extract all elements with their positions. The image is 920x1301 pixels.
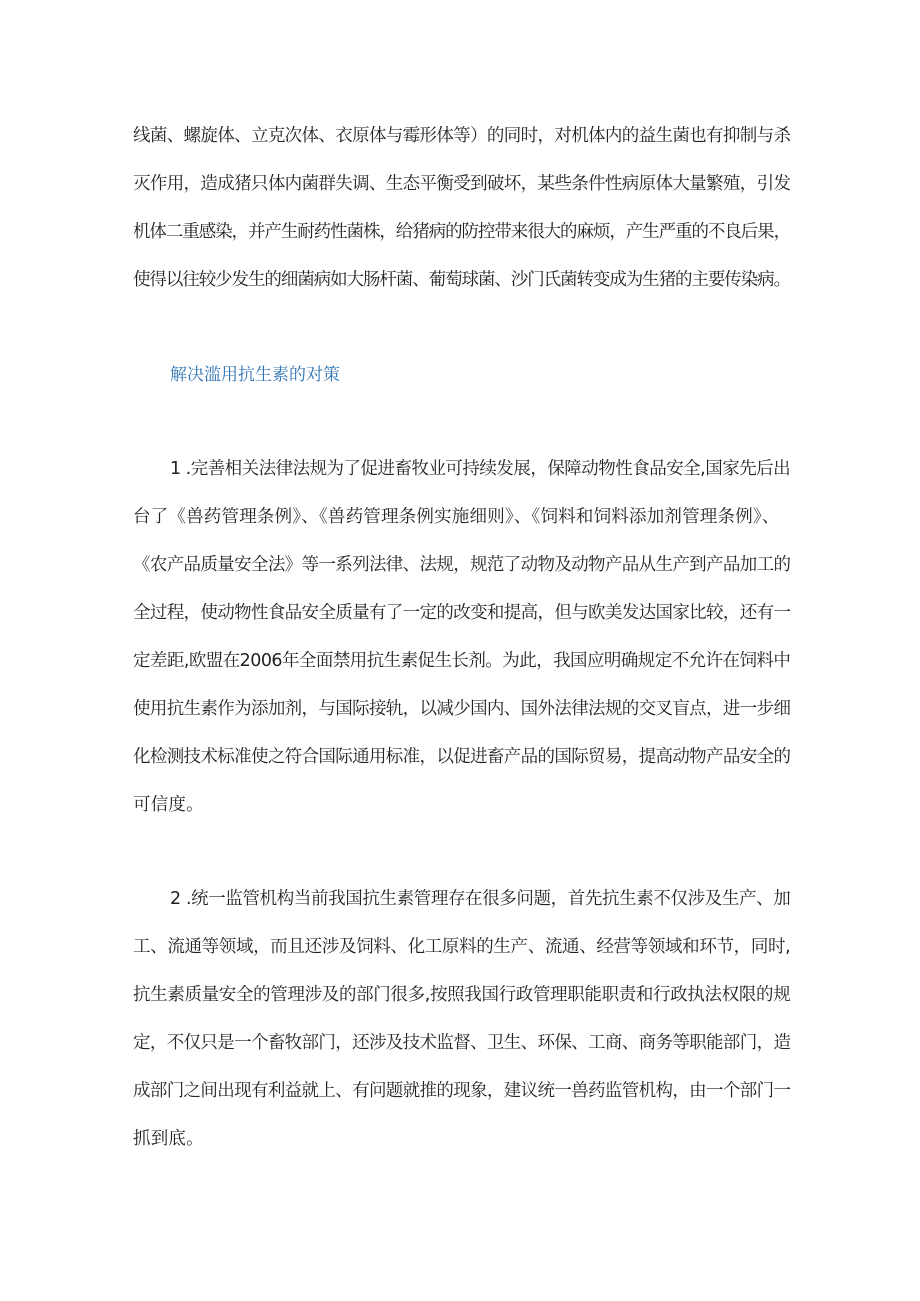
paragraph-line: 工、流通等领域，而且还涉及饲料、化工原料的生产、流通、经营等领域和环节，同时, xyxy=(133,937,791,957)
paragraph-line: 定差距,欧盟在2006年全面禁用抗生素促生长剂。为此，我国应明确规定不允许在饲料中 xyxy=(133,651,791,671)
paragraph-line: 2 .统一监管机构当前我国抗生素管理存在很多问题，首先抗生素不仅涉及生产、加 xyxy=(170,889,791,909)
paragraph-line: 《农产品质量安全法》等一系列法律、法规，规范了动物及动物产品从生产到产品加工的 xyxy=(133,555,791,575)
paragraph-line: 成部门之间出现有利益就上、有问题就推的现象，建议统一兽药监管机构，由一个部门一 xyxy=(133,1081,791,1101)
paragraph-line: 抗生素质量安全的管理涉及的部门很多,按照我国行政管理职能职责和行政执法权限的规 xyxy=(133,985,791,1005)
paragraph-line: 使得以往较少发生的细菌病如大肠杆菌、葡萄球菌、沙门氏菌转变成为生猪的主要传染病。 xyxy=(133,270,790,290)
paragraph-line: 台了《兽药管理条例》、《兽药管理条例实施细则》、《饲料和饲料添加剂管理条例》、 xyxy=(133,507,780,527)
paragraph-line: 可信度。 xyxy=(133,795,204,815)
paragraph-line: 机体二重感染，并产生耐药性菌株，给猪病的防控带来很大的麻烦，产生严重的不良后果， xyxy=(133,222,790,242)
paragraph-line: 定，不仅只是一个畜牧部门，还涉及技术监督、卫生、环保、工商、商务等职能部门，造 xyxy=(133,1033,791,1053)
paragraph-line: 抓到底。 xyxy=(133,1129,204,1149)
paragraph-line: 线菌、螺旋体、立克次体、衣原体与霉形体等）的同时，对机体内的益生菌也有抑制与杀 xyxy=(133,126,791,146)
section-heading: 解决滥用抗生素的对策 xyxy=(170,365,340,385)
paragraph-line: 化检测技术标准使之符合国际通用标准，以促进畜产品的国际贸易，提高动物产品安全的 xyxy=(133,747,791,767)
paragraph-line: 灭作用，造成猪只体内菌群失调、生态平衡受到破坏，某些条件性病原体大量繁殖，引发 xyxy=(133,174,791,194)
paragraph-line: 使用抗生素作为添加剂，与国际接轨，以减少国内、国外法律法规的交叉盲点，进一步细 xyxy=(133,699,791,719)
paragraph-line: 1 .完善相关法律法规为了促进畜牧业可持续发展，保障动物性食品安全,国家先后出 xyxy=(170,459,791,479)
paragraph-line: 全过程，使动物性食品安全质量有了一定的改变和提高，但与欧美发达国家比较，还有一 xyxy=(133,603,791,623)
